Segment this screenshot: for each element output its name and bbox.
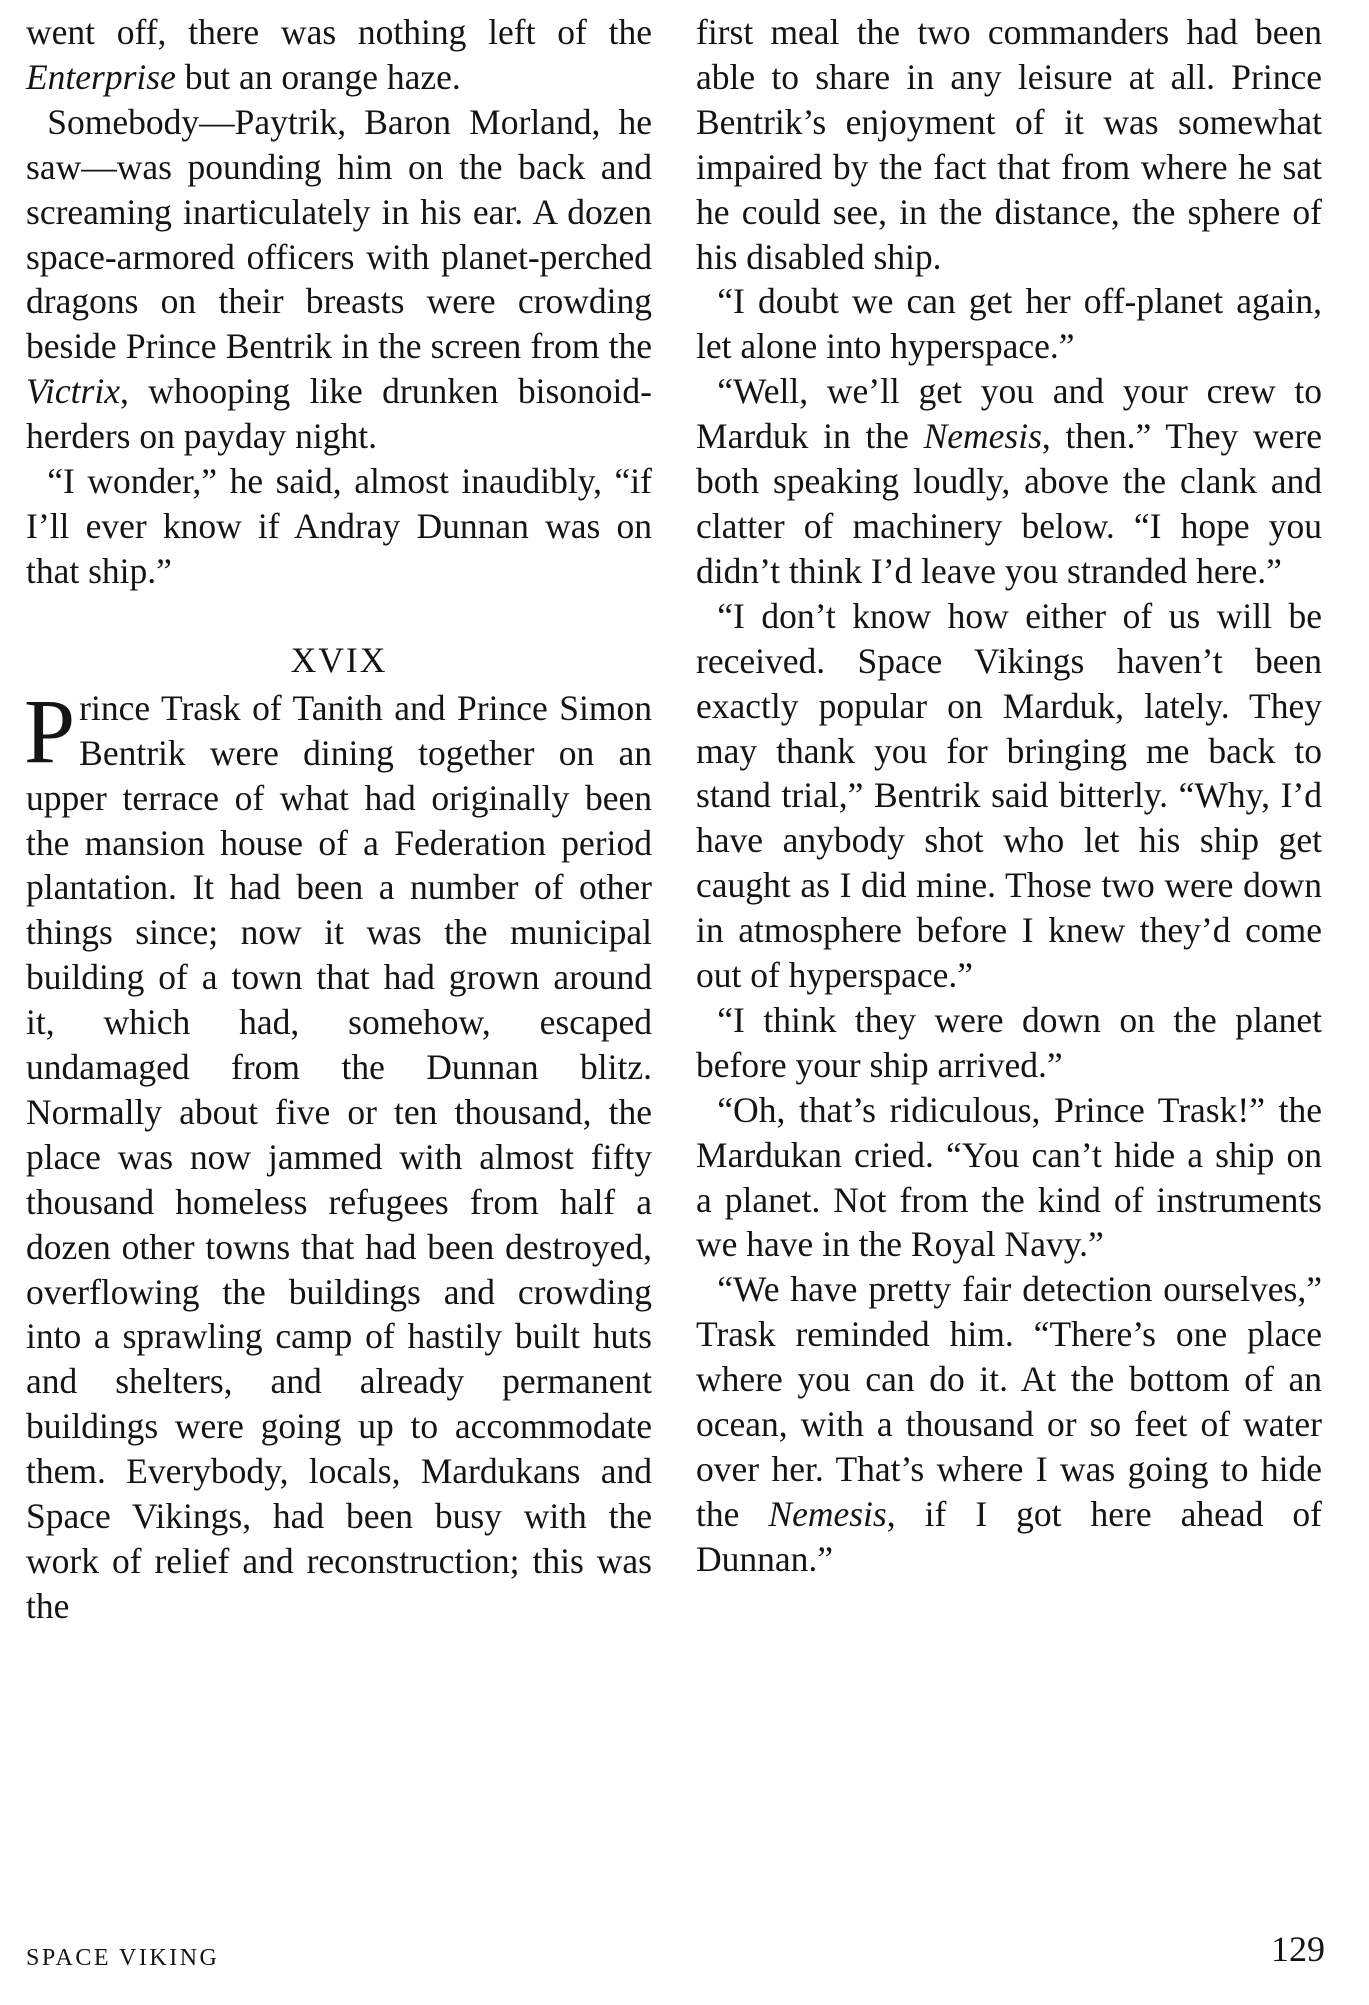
paragraph: “I think they were down on the planet before your ship arrived.” bbox=[696, 999, 1322, 1085]
paragraph: “I don’t know how either of us will be received. Space Vikings haven’t been exactly popular on Marduk, lately. They may thank you for bringing me back to stand trial,” Bentrik said bitterly. “Why, I’d have anybody shot who let his ship get caught as I did mine. Those two were down in atmosphere before I knew they’d come out of hyperspace.” bbox=[696, 595, 1322, 996]
left-column bbox=[26, 10, 652, 1629]
ship-name: Enterprise bbox=[26, 56, 176, 97]
paragraph: Prince Trask of Tanith and Prince Simon Bentrik were dining together on an upper terrace of what had originally been the mansion house of a Federation period plantation. It had been a number of other things since; now it was the municipal building of a town that had grown around it, which had, somehow, escaped undamaged from the Dunnan blitz. Normally about five or ten thousand, the place was now jammed with almost fifty thousand homeless refugees from half a dozen other towns that had been destroyed, overflowing the buildings and crowding into a sprawling camp of hastily built huts and shelters, and already permanent buildings were going up to accommodate them. Everybody, locals, Mardukans and Space Vikings, had been busy with the work of relief and reconstruction; this was the bbox=[24, 679, 652, 1626]
paragraph: “Well, we’ll get you and your crew to Marduk in the Nemesis, then.” They were both speaking loudly, above the clank and clatter of machinery below. “I hope you didn’t think I’d leave you stranded here.” bbox=[696, 371, 1322, 591]
ship-name: Nemesis bbox=[923, 416, 1042, 457]
chapter-heading: XVIX bbox=[290, 639, 388, 680]
paragraph: “Oh, that’s ridiculous, Prince Trask!” the Mardukan cried. “You can’t hide a ship on a planet. Not from the kind of instruments we have in the Royal Navy.” bbox=[696, 1089, 1322, 1265]
right-column bbox=[696, 10, 1322, 1582]
ship-name: Victrix bbox=[26, 371, 120, 412]
paragraph: Somebody—Paytrik, Baron Morland, he saw—was pounding him on the back and screaming inarticulately in his ear. A dozen space-armored officers with planet-perched dragons on their breasts were crowding beside Prince Bentrik in the screen from the Victrix, whooping like drunken bisonoid-herders on payday night. bbox=[26, 101, 652, 457]
paragraph: went off, there was nothing left of the Enterprise but an orange haze. bbox=[26, 12, 652, 97]
running-title: SPACE VIKING bbox=[26, 1945, 220, 1971]
paragraph: “I doubt we can get her off-planet again, let alone into hyperspace.” bbox=[696, 281, 1322, 367]
paragraph: “I wonder,” he said, almost inaudibly, “if I’ll ever know if Andray Dunnan was on that ship.” bbox=[26, 461, 652, 591]
paragraph: “We have pretty fair detection ourselves,” Trask reminded him. “There’s one place where you can do it. At the bottom of an ocean, with a thousand or so feet of water over her. That’s where I was going to hide the Nemesis, if I got here ahead of Dunnan.” bbox=[696, 1269, 1322, 1579]
paragraph: first meal the two commanders had been able to share in any leisure at all. Prince Bentrik’s enjoyment of it was somewhat impaired by the fact that from where he sat he could see, in the distance, the sphere of his disabled ship. bbox=[696, 12, 1322, 277]
ship-name: Nemesis bbox=[768, 1493, 887, 1534]
drop-cap: P bbox=[24, 679, 76, 782]
page-number: 129 bbox=[1271, 1929, 1325, 1969]
